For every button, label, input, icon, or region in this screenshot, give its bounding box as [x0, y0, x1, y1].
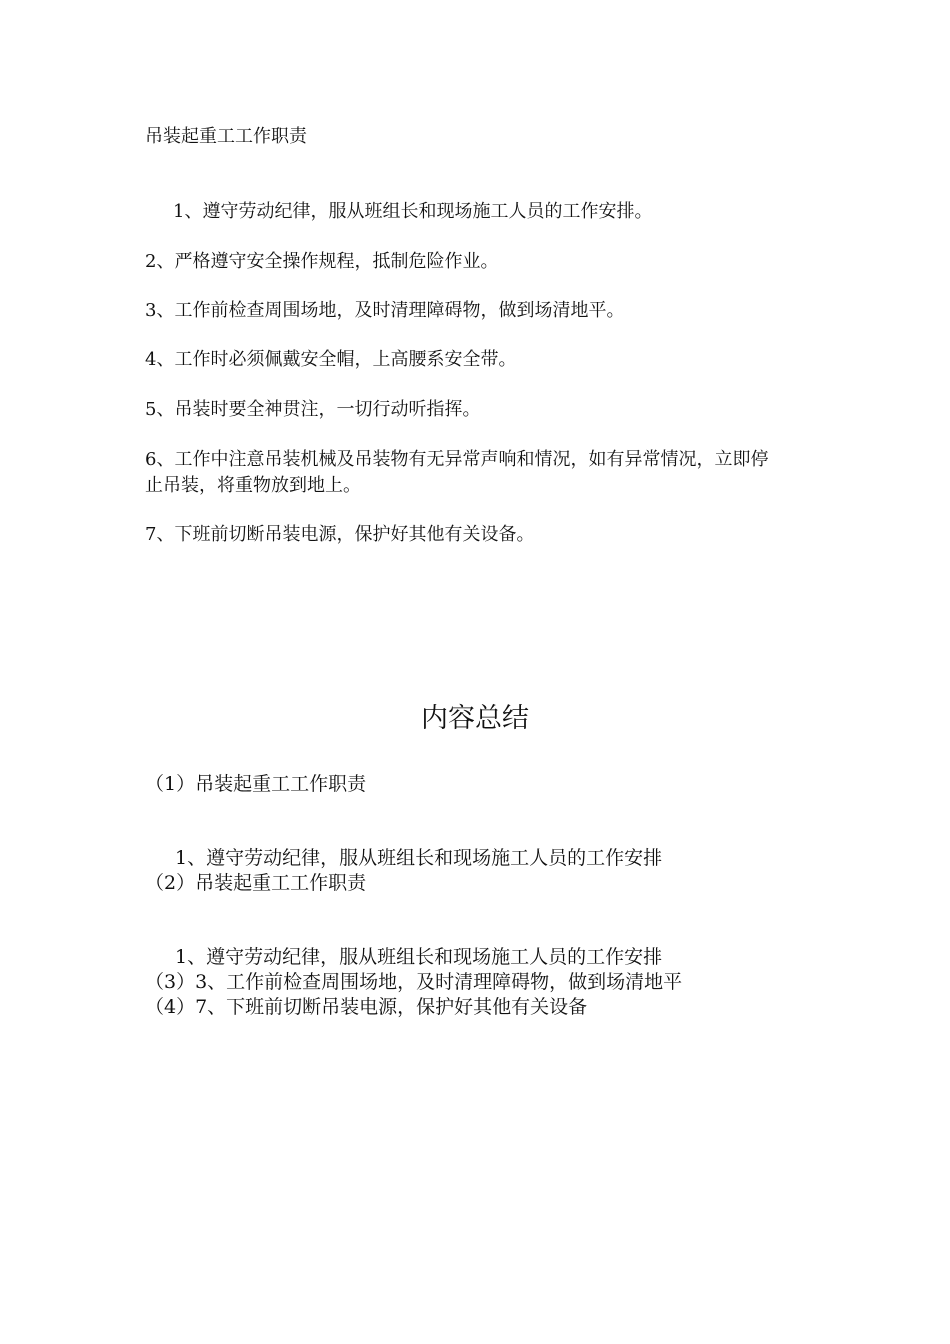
summary-line: 1、遵守劳动纪律，服从班组长和现场施工人员的工作安排 [175, 946, 663, 968]
list-item: 1、遵守劳动纪律，服从班组长和现场施工人员的工作安排。 [173, 201, 653, 222]
list-item-continuation: 止吊装，将重物放到地上。 [145, 475, 361, 496]
summary-heading: 内容总结 [421, 703, 529, 734]
document-title: 吊装起重工工作职责 [145, 126, 307, 147]
list-item: 7、下班前切断吊装电源，保护好其他有关设备。 [145, 524, 535, 545]
summary-line: （2）吊装起重工工作职责 [145, 872, 367, 894]
list-item: 2、严格遵守安全操作规程，抵制危险作业。 [145, 251, 499, 272]
list-item: 4、工作时必须佩戴安全帽，上高腰系安全带。 [145, 349, 517, 370]
summary-line: （1）吊装起重工工作职责 [145, 773, 367, 795]
summary-line: （3）3、工作前检查周围场地，及时清理障碍物，做到场清地平 [145, 971, 683, 993]
summary-line: 1、遵守劳动纪律，服从班组长和现场施工人员的工作安排 [175, 847, 663, 869]
summary-line: （4）7、下班前切断吊装电源，保护好其他有关设备 [145, 996, 588, 1018]
list-item: 3、工作前检查周围场地，及时清理障碍物，做到场清地平。 [145, 300, 625, 321]
list-item: 6、工作中注意吊装机械及吊装物有无异常声响和情况，如有异常情况，立即停 [145, 449, 769, 470]
list-item: 5、吊装时要全神贯注，一切行动听指挥。 [145, 399, 481, 420]
